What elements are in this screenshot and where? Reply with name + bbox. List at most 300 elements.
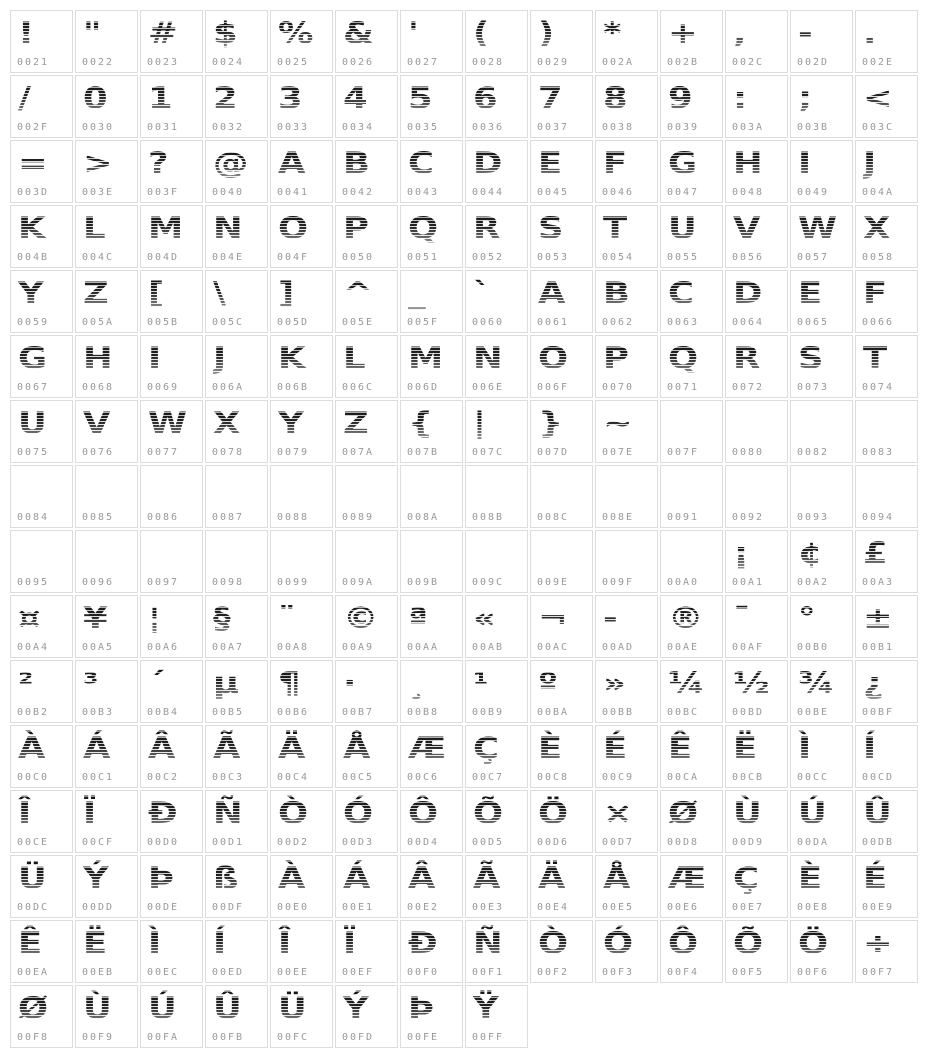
glyph-preview	[538, 469, 593, 508]
codepoint-label: 0028	[472, 57, 505, 68]
codepoint-label: 00AE	[667, 642, 700, 653]
glyph-preview: ?	[148, 144, 203, 183]
codepoint-label: 004F	[277, 252, 310, 263]
codepoint-label: 0092	[732, 512, 765, 523]
codepoint-label: 0033	[277, 122, 310, 133]
codepoint-label: 00A2	[797, 577, 830, 588]
glyph-preview: 0	[83, 79, 138, 118]
glyph-preview	[798, 469, 853, 508]
glyph-cell	[530, 920, 593, 983]
codepoint-label: 00B2	[17, 707, 50, 718]
codepoint-label: 0046	[602, 187, 635, 198]
glyph-preview: "	[83, 14, 138, 53]
glyph-cell	[530, 75, 593, 138]
codepoint-label: 004D	[147, 252, 180, 263]
glyph-preview: Ø	[668, 794, 723, 833]
glyph-preview: _	[408, 274, 463, 313]
codepoint-label: 00F7	[862, 967, 895, 978]
codepoint-label: 00A4	[17, 642, 50, 653]
glyph-cell	[400, 530, 463, 593]
glyph-preview: Ó	[343, 794, 398, 833]
codepoint-label: 0027	[407, 57, 440, 68]
codepoint-label: 00FA	[147, 1032, 180, 1043]
glyph-preview: #	[148, 14, 203, 53]
glyph-preview: Ì	[798, 729, 853, 768]
glyph-cell	[205, 270, 268, 333]
codepoint-label: 007C	[472, 447, 505, 458]
glyph-cell	[725, 790, 788, 853]
glyph-cell	[465, 920, 528, 983]
codepoint-label: 00B7	[342, 707, 375, 718]
codepoint-label: 00B3	[82, 707, 115, 718]
codepoint-label: 005C	[212, 317, 245, 328]
glyph-preview: ]	[278, 274, 333, 313]
codepoint-label: 00A1	[732, 577, 765, 588]
glyph-preview	[83, 469, 138, 508]
glyph-cell	[10, 985, 73, 1048]
glyph-preview: E	[538, 144, 593, 183]
glyph-preview: &	[343, 14, 398, 53]
glyph-preview	[213, 534, 268, 573]
glyph-preview: 6	[473, 79, 528, 118]
codepoint-label: 00FD	[342, 1032, 375, 1043]
glyph-cell	[790, 465, 853, 528]
glyph-cell	[10, 205, 73, 268]
glyph-preview	[408, 534, 463, 573]
glyph-cell	[10, 660, 73, 723]
glyph-preview: *	[603, 14, 658, 53]
codepoint-label: 0054	[602, 252, 635, 263]
glyph-cell	[270, 140, 333, 203]
codepoint-label: 00F9	[82, 1032, 115, 1043]
glyph-preview: ¢	[798, 534, 853, 573]
glyph-cell	[335, 400, 398, 463]
glyph-cell	[465, 400, 528, 463]
glyph-preview: ©	[343, 599, 398, 638]
glyph-preview: ~	[603, 404, 658, 443]
codepoint-label: 00A0	[667, 577, 700, 588]
codepoint-label: 006E	[472, 382, 505, 393]
glyph-cell	[725, 595, 788, 658]
codepoint-label: 00D7	[602, 837, 635, 848]
codepoint-label: 00A3	[862, 577, 895, 588]
codepoint-label: 00CB	[732, 772, 765, 783]
codepoint-label: 00A9	[342, 642, 375, 653]
glyph-preview: ª	[408, 599, 463, 638]
codepoint-label: 0029	[537, 57, 570, 68]
glyph-preview: Y	[18, 274, 73, 313]
glyph-preview: ¦	[148, 599, 203, 638]
codepoint-label: 002C	[732, 57, 765, 68]
glyph-cell	[725, 530, 788, 593]
glyph-cell	[595, 75, 658, 138]
codepoint-label: 00C9	[602, 772, 635, 783]
glyph-preview: ¸	[408, 664, 463, 703]
codepoint-label: 00CE	[17, 837, 50, 848]
codepoint-label: 0050	[342, 252, 375, 263]
glyph-cell	[790, 920, 853, 983]
codepoint-label: 00DE	[147, 902, 180, 913]
glyph-preview: U	[668, 209, 723, 248]
glyph-cell	[140, 335, 203, 398]
glyph-preview: ¹	[473, 664, 528, 703]
glyph-preview	[473, 534, 528, 573]
glyph-preview: X	[213, 404, 268, 443]
glyph-preview	[213, 469, 268, 508]
glyph-cell	[75, 75, 138, 138]
codepoint-label: 00D4	[407, 837, 440, 848]
glyph-preview: R	[733, 339, 788, 378]
glyph-preview: (	[473, 14, 528, 53]
glyph-cell	[790, 205, 853, 268]
codepoint-label: 00BD	[732, 707, 765, 718]
glyph-cell	[400, 790, 463, 853]
glyph-preview: W	[148, 404, 203, 443]
glyph-preview: ¾	[798, 664, 853, 703]
codepoint-label: 002A	[602, 57, 635, 68]
codepoint-label: 00EF	[342, 967, 375, 978]
codepoint-label: 008C	[537, 512, 570, 523]
codepoint-label: 00AC	[537, 642, 570, 653]
codepoint-label: 007A	[342, 447, 375, 458]
codepoint-label: 0064	[732, 317, 765, 328]
codepoint-label: 00E5	[602, 902, 635, 913]
glyph-cell	[725, 725, 788, 788]
codepoint-label: 00A6	[147, 642, 180, 653]
glyph-preview: .	[863, 14, 918, 53]
glyph-cell	[10, 530, 73, 593]
glyph-preview: U	[18, 404, 73, 443]
glyph-preview: Ï	[83, 794, 138, 833]
glyph-cell	[140, 530, 203, 593]
glyph-cell	[595, 725, 658, 788]
glyph-preview: ¶	[278, 664, 333, 703]
codepoint-label: 0043	[407, 187, 440, 198]
glyph-cell	[205, 75, 268, 138]
glyph-cell	[725, 205, 788, 268]
glyph-preview: ¤	[18, 599, 73, 638]
codepoint-label: 00B5	[212, 707, 245, 718]
codepoint-label: 0067	[17, 382, 50, 393]
glyph-cell	[530, 270, 593, 333]
codepoint-label: 00D0	[147, 837, 180, 848]
codepoint-label: 0062	[602, 317, 635, 328]
glyph-preview: §	[213, 599, 268, 638]
glyph-preview: P	[343, 209, 398, 248]
glyph-cell	[205, 205, 268, 268]
glyph-preview: M	[148, 209, 203, 248]
codepoint-label: 005B	[147, 317, 180, 328]
glyph-preview	[278, 469, 333, 508]
glyph-cell	[75, 790, 138, 853]
glyph-preview: 3	[278, 79, 333, 118]
glyph-cell	[400, 270, 463, 333]
glyph-cell	[465, 725, 528, 788]
codepoint-label: 004C	[82, 252, 115, 263]
glyph-cell	[790, 75, 853, 138]
glyph-cell	[725, 465, 788, 528]
glyph-cell	[335, 140, 398, 203]
glyph-cell	[400, 920, 463, 983]
glyph-preview: Z	[83, 274, 138, 313]
glyph-cell	[335, 595, 398, 658]
codepoint-label: 00FF	[472, 1032, 505, 1043]
codepoint-label: 00F2	[537, 967, 570, 978]
glyph-preview: 4	[343, 79, 398, 118]
glyph-cell	[790, 270, 853, 333]
glyph-cell	[335, 335, 398, 398]
codepoint-label: 00DB	[862, 837, 895, 848]
codepoint-label: 0084	[17, 512, 50, 523]
glyph-preview: -	[603, 599, 658, 638]
glyph-cell	[465, 140, 528, 203]
glyph-preview: T	[863, 339, 918, 378]
glyph-cell	[205, 855, 268, 918]
glyph-preview: O	[538, 339, 593, 378]
codepoint-label: 004E	[212, 252, 245, 263]
glyph-preview: Ï	[343, 924, 398, 963]
glyph-preview: [	[148, 274, 203, 313]
glyph-cell	[140, 400, 203, 463]
glyph-cell	[75, 400, 138, 463]
glyph-preview: Ä	[278, 729, 333, 768]
codepoint-label: 00EE	[277, 967, 310, 978]
glyph-preview: L	[83, 209, 138, 248]
codepoint-label: 0037	[537, 122, 570, 133]
glyph-cell	[10, 725, 73, 788]
glyph-cell	[335, 10, 398, 73]
glyph-cell	[465, 855, 528, 918]
codepoint-label: 00FC	[277, 1032, 310, 1043]
glyph-cell	[75, 725, 138, 788]
codepoint-label: 00D1	[212, 837, 245, 848]
codepoint-label: 00D3	[342, 837, 375, 848]
glyph-preview	[603, 534, 658, 573]
glyph-preview: F	[603, 144, 658, 183]
codepoint-label: 00E0	[277, 902, 310, 913]
glyph-preview: <	[863, 79, 918, 118]
glyph-preview	[148, 469, 203, 508]
codepoint-label: 0035	[407, 122, 440, 133]
glyph-preview: ¥	[83, 599, 138, 638]
codepoint-label: 00E4	[537, 902, 570, 913]
codepoint-label: 00CD	[862, 772, 895, 783]
glyph-cell	[400, 725, 463, 788]
glyph-preview: ³	[83, 664, 138, 703]
glyph-preview: K	[18, 209, 73, 248]
glyph-cell	[270, 75, 333, 138]
glyph-cell	[400, 205, 463, 268]
glyph-cell	[465, 790, 528, 853]
codepoint-label: 007B	[407, 447, 440, 458]
codepoint-label: 00C2	[147, 772, 180, 783]
glyph-cell	[660, 725, 723, 788]
glyph-preview: C	[668, 274, 723, 313]
glyph-cell	[140, 855, 203, 918]
glyph-cell	[270, 270, 333, 333]
glyph-cell	[140, 270, 203, 333]
glyph-cell	[400, 465, 463, 528]
codepoint-label: 0049	[797, 187, 830, 198]
glyph-cell	[725, 270, 788, 333]
glyph-cell	[140, 725, 203, 788]
codepoint-label: 0056	[732, 252, 765, 263]
glyph-preview: F	[863, 274, 918, 313]
glyph-cell	[660, 855, 723, 918]
glyph-preview: ¯	[733, 599, 788, 638]
glyph-cell	[205, 790, 268, 853]
codepoint-label: 00EB	[82, 967, 115, 978]
glyph-preview: Ò	[278, 794, 333, 833]
glyph-preview	[538, 534, 593, 573]
glyph-cell	[725, 75, 788, 138]
codepoint-label: 00D2	[277, 837, 310, 848]
glyph-preview: º	[538, 664, 593, 703]
glyph-cell	[140, 465, 203, 528]
glyph-preview: È	[798, 859, 853, 898]
codepoint-label: 0024	[212, 57, 245, 68]
codepoint-label: 0059	[17, 317, 50, 328]
glyph-preview: À	[18, 729, 73, 768]
codepoint-label: 00B0	[797, 642, 830, 653]
codepoint-label: 003D	[17, 187, 50, 198]
glyph-cell	[530, 530, 593, 593]
glyph-cell	[595, 920, 658, 983]
glyph-cell	[465, 985, 528, 1048]
glyph-cell	[140, 985, 203, 1048]
codepoint-label: 00B9	[472, 707, 505, 718]
codepoint-label: 00F6	[797, 967, 830, 978]
glyph-cell	[10, 270, 73, 333]
codepoint-label: 00DF	[212, 902, 245, 913]
glyph-preview: »	[603, 664, 658, 703]
glyph-preview: P	[603, 339, 658, 378]
glyph-preview: 7	[538, 79, 593, 118]
codepoint-label: 0078	[212, 447, 245, 458]
glyph-preview	[863, 404, 918, 443]
glyph-cell	[400, 595, 463, 658]
codepoint-label: 0076	[82, 447, 115, 458]
glyph-cell	[855, 725, 918, 788]
glyph-preview: )	[538, 14, 593, 53]
glyph-cell	[10, 10, 73, 73]
glyph-preview: Ô	[668, 924, 723, 963]
glyph-cell	[10, 790, 73, 853]
glyph-preview: N	[473, 339, 528, 378]
glyph-preview	[473, 469, 528, 508]
glyph-preview	[668, 404, 723, 443]
glyph-cell	[530, 10, 593, 73]
codepoint-label: 00A7	[212, 642, 245, 653]
glyph-cell	[270, 725, 333, 788]
codepoint-label: 0095	[17, 577, 50, 588]
glyph-cell	[595, 205, 658, 268]
codepoint-label: 0045	[537, 187, 570, 198]
glyph-preview: I	[148, 339, 203, 378]
glyph-preview: Å	[603, 859, 658, 898]
glyph-cell	[790, 10, 853, 73]
codepoint-label: 0094	[862, 512, 895, 523]
glyph-cell	[530, 400, 593, 463]
codepoint-label: 0036	[472, 122, 505, 133]
glyph-cell	[530, 140, 593, 203]
codepoint-label: 0025	[277, 57, 310, 68]
glyph-preview: N	[213, 209, 268, 248]
glyph-preview: Ì	[148, 924, 203, 963]
glyph-preview: %	[278, 14, 333, 53]
glyph-cell	[595, 10, 658, 73]
glyph-preview: D	[473, 144, 528, 183]
glyph-cell	[660, 205, 723, 268]
codepoint-label: 00CA	[667, 772, 700, 783]
glyph-cell	[660, 140, 723, 203]
glyph-preview: Ù	[733, 794, 788, 833]
codepoint-label: 00D6	[537, 837, 570, 848]
glyph-preview	[83, 534, 138, 573]
glyph-cell	[530, 335, 593, 398]
glyph-preview: $	[213, 14, 268, 53]
codepoint-label: 0089	[342, 512, 375, 523]
glyph-cell	[75, 465, 138, 528]
glyph-cell	[465, 660, 528, 723]
glyph-cell	[10, 140, 73, 203]
codepoint-label: 0096	[82, 577, 115, 588]
glyph-preview: ½	[733, 664, 788, 703]
codepoint-label: 003E	[82, 187, 115, 198]
glyph-cell	[270, 790, 333, 853]
glyph-cell	[335, 790, 398, 853]
glyph-cell	[400, 10, 463, 73]
glyph-cell	[855, 790, 918, 853]
glyph-cell	[205, 660, 268, 723]
codepoint-label: 0083	[862, 447, 895, 458]
glyph-cell	[660, 660, 723, 723]
glyph-preview: Ë	[733, 729, 788, 768]
codepoint-label: 00B6	[277, 707, 310, 718]
glyph-preview	[733, 404, 788, 443]
codepoint-label: 0053	[537, 252, 570, 263]
codepoint-label: 00C7	[472, 772, 505, 783]
glyph-preview	[603, 469, 658, 508]
glyph-preview: Û	[863, 794, 918, 833]
glyph-preview: À	[278, 859, 333, 898]
codepoint-label: 00BF	[862, 707, 895, 718]
codepoint-label: 00AA	[407, 642, 440, 653]
codepoint-label: 0093	[797, 512, 830, 523]
codepoint-label: 00EA	[17, 967, 50, 978]
codepoint-label: 00FB	[212, 1032, 245, 1043]
glyph-preview: Õ	[473, 794, 528, 833]
glyph-cell	[855, 465, 918, 528]
glyph-cell	[270, 335, 333, 398]
codepoint-label: 00BB	[602, 707, 635, 718]
glyph-preview	[18, 534, 73, 573]
glyph-preview: B	[343, 144, 398, 183]
codepoint-label: 0087	[212, 512, 245, 523]
glyph-cell	[790, 335, 853, 398]
codepoint-label: 00BA	[537, 707, 570, 718]
glyph-preview: Ó	[603, 924, 658, 963]
glyph-preview	[733, 469, 788, 508]
glyph-preview: \	[213, 274, 268, 313]
codepoint-label: 00CF	[82, 837, 115, 848]
glyph-cell	[205, 465, 268, 528]
codepoint-label: 0082	[797, 447, 830, 458]
codepoint-label: 006F	[537, 382, 570, 393]
glyph-preview: ·	[343, 664, 398, 703]
glyph-preview: Û	[213, 989, 268, 1028]
codepoint-label: 0021	[17, 57, 50, 68]
